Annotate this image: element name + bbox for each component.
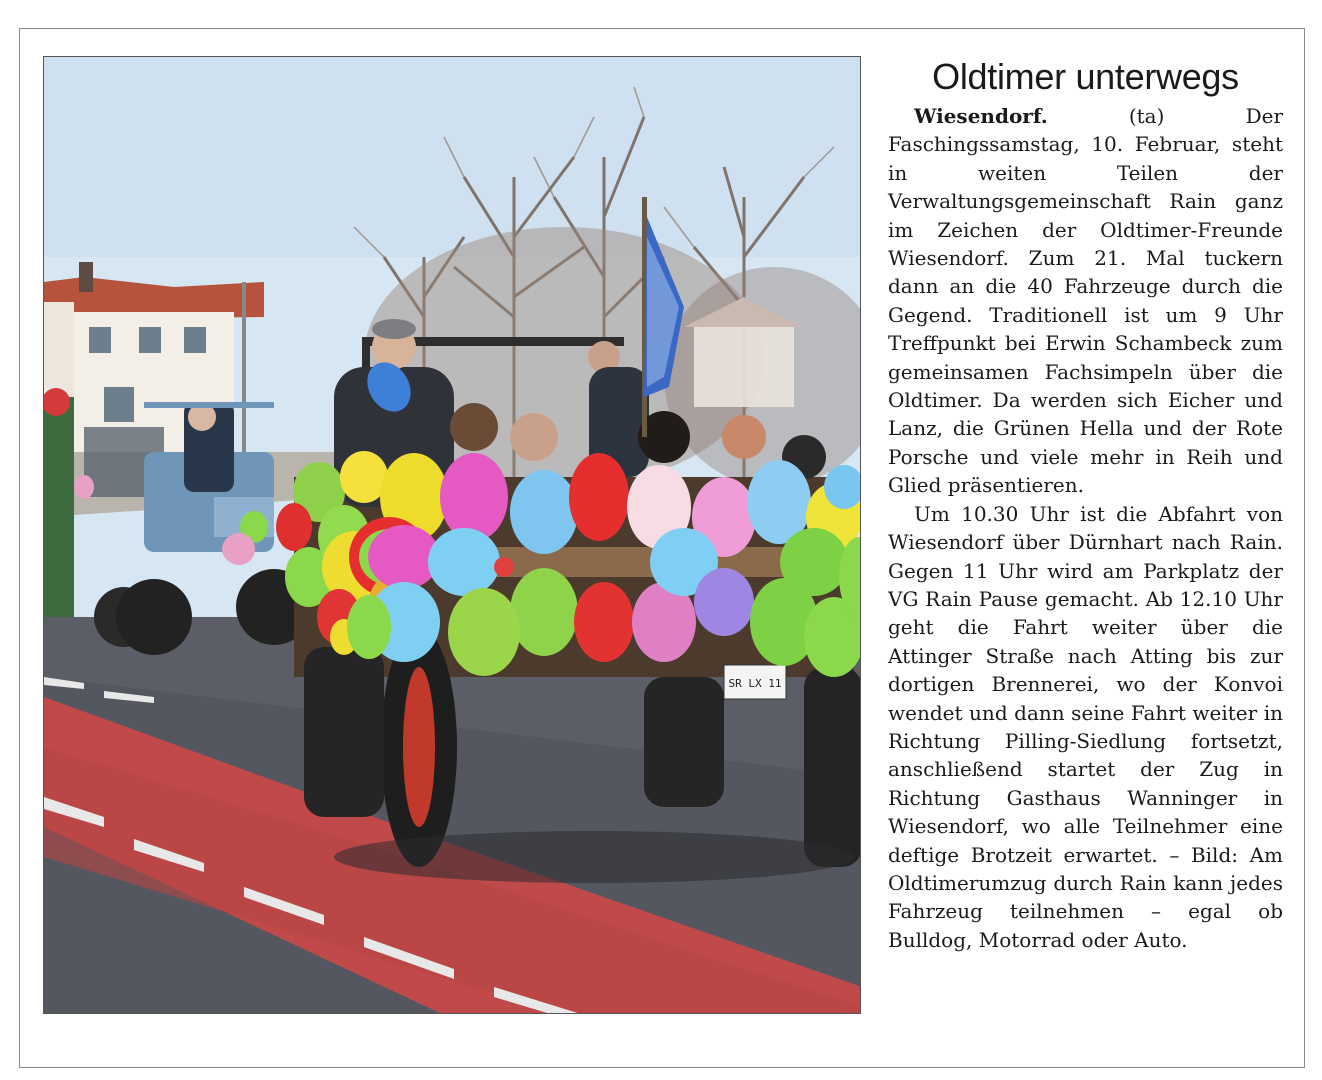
article-photo — [43, 56, 861, 1014]
article-paragraph-1 — [888, 102, 1283, 500]
license-plate-text: SR LX 11 — [728, 677, 782, 690]
article-headline: Oldtimer unterwegs — [932, 56, 1239, 97]
article-paragraph-2: Um 10.30 Uhr ist die Abfahrt von Wiesendorf über Dürnhart nach Rain. Gegen 11 Uhr wird am Parkplatz der VG Rain Pause gemacht. Ab 12.10 Uhr geht die Fahrt weiter über die Attinger Straße nach Atting bis zur dortigen Brennerei, wo der Konvoi wendet und dann seine Fahrt weiter in Richtung Pilling-Siedlung fortsetzt, anschließend startet der Zug in Richtung Gasthaus Wanninger in Wiesendorf, wo alle Teilnehmer eine deftige Brotzeit erwartet. – Bild: Am Oldtimerumzug durch Rain kann jedes Fahrzeug teilnehmen – egal ob Bulldog, Motorrad oder Auto. — [888, 501, 1283, 952]
article-paragraph-1-body: (ta) Der Faschingssamstag, 10. Februar, steht in weiten Teilen der Verwaltungsgemeinschaft Rain ganz im Zeichen der Oldtimer-Freunde Wiesendorf. Zum 21. Mal tuckern dann an die 40 Fahrzeuge durch die Gegend. Traditionell ist um 9 Uhr Treffpunkt bei Erwin Schambeck zum gemeinsamen Fachsimpeln über die Oldtimer. Da werden sich Eicher und Lanz, die Grünen Hella und der Rote Porsche und viele mehr in Reih und Glied präsentieren. — [888, 104, 1284, 498]
article-column — [888, 56, 1283, 954]
article-dateline: Wiesendorf. — [914, 104, 1048, 128]
